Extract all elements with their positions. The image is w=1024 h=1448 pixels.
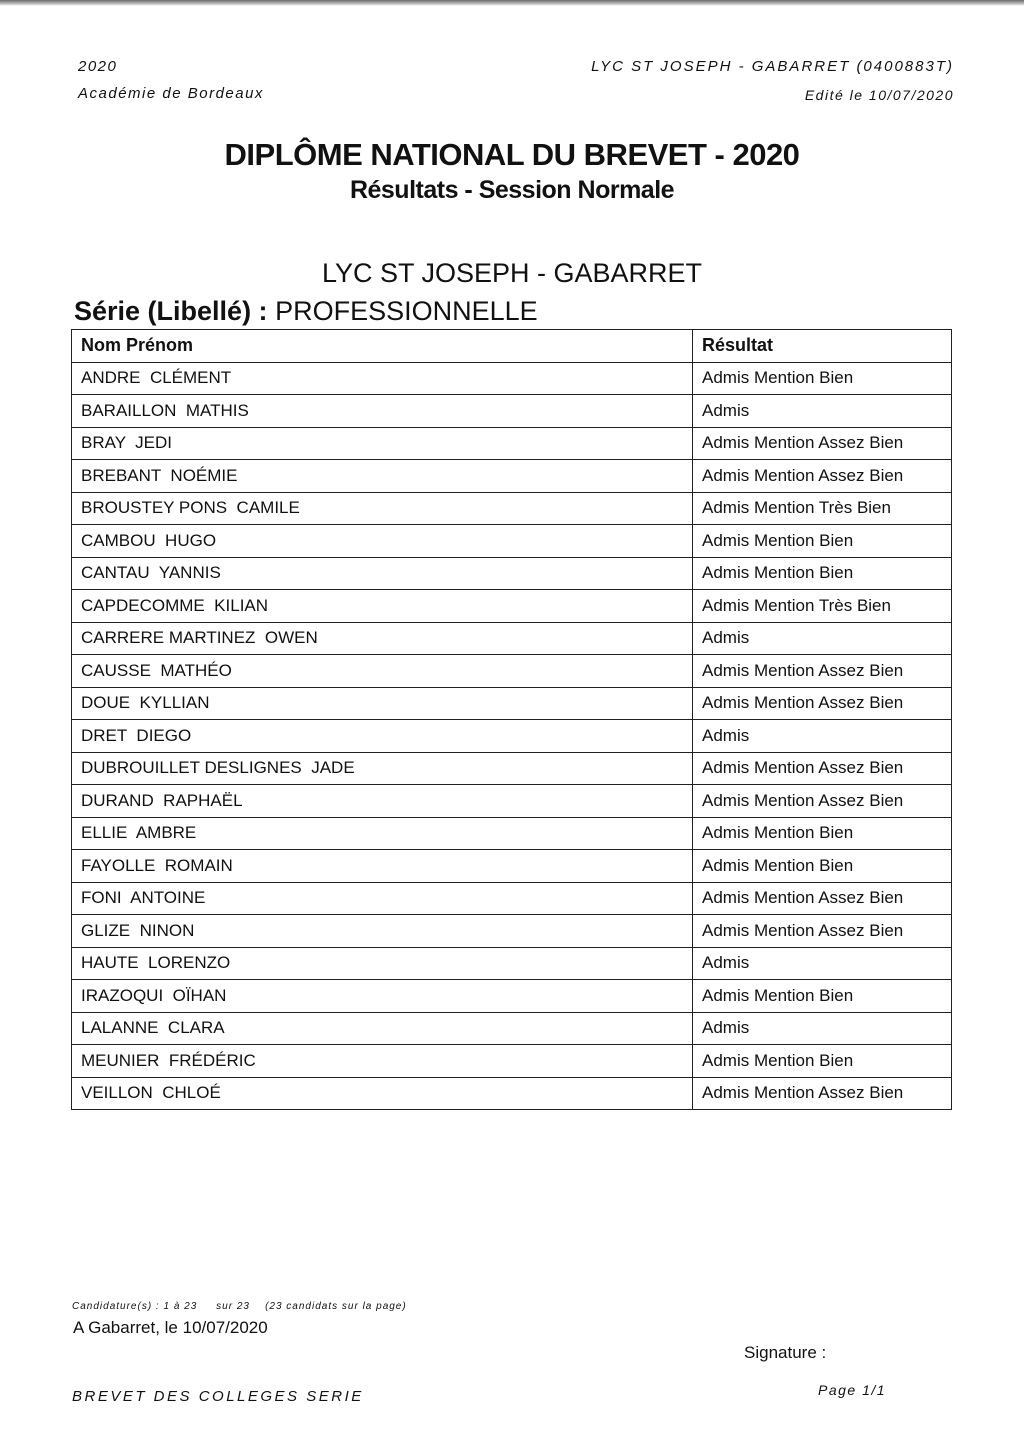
candidate-result: Admis Mention Bien: [693, 850, 952, 883]
table-row: [72, 947, 952, 980]
results-table: [71, 329, 952, 1110]
header-year: 2020: [78, 58, 118, 75]
candidate-name: CAMBOU HUGO: [72, 525, 693, 558]
candidate-result: Admis Mention Assez Bien: [693, 1077, 952, 1110]
candidate-name: CAPDECOMME KILIAN: [72, 590, 693, 623]
candidate-result: Admis Mention Bien: [693, 980, 952, 1013]
table-row: [72, 655, 952, 688]
table-row: [72, 882, 952, 915]
candidate-result: Admis: [693, 1012, 952, 1045]
candidate-result: Admis: [693, 720, 952, 753]
signature-label: Signature :: [744, 1343, 827, 1362]
table-row: [72, 427, 952, 460]
candidate-name: BARAILLON MATHIS: [72, 395, 693, 428]
candidate-name: ANDRE CLÉMENT: [72, 362, 693, 395]
candidate-name: FAYOLLE ROMAIN: [72, 850, 693, 883]
candidate-result: Admis Mention Bien: [693, 557, 952, 590]
table-row: [72, 622, 952, 655]
footer-series: BREVET DES COLLEGES SERIE: [72, 1388, 364, 1405]
candidate-name: CANTAU YANNIS: [72, 557, 693, 590]
school-name: LYC ST JOSEPH - GABARRET: [321, 258, 703, 288]
candidate-name: BRAY JEDI: [72, 427, 693, 460]
table-row: [72, 492, 952, 525]
candidate-result: Admis Mention Assez Bien: [693, 427, 952, 460]
place-date: A Gabarret, le 10/07/2020: [73, 1318, 268, 1337]
series-value: PROFESSIONNELLE: [275, 296, 538, 326]
table-row: [72, 915, 952, 948]
candidate-result: Admis Mention Assez Bien: [693, 655, 952, 688]
candidate-name: VEILLON CHLOÉ: [72, 1077, 693, 1110]
candidate-name: DOUE KYLLIAN: [72, 687, 693, 720]
table-row: [72, 752, 952, 785]
series-line: [74, 296, 538, 327]
table-row: [72, 1012, 952, 1045]
candidate-result: Admis Mention Très Bien: [693, 590, 952, 623]
candidate-name: BREBANT NOÉMIE: [72, 460, 693, 493]
candidate-name: FONI ANTOINE: [72, 882, 693, 915]
table-row: [72, 850, 952, 883]
candidate-result: Admis Mention Assez Bien: [693, 882, 952, 915]
table-row: [72, 817, 952, 850]
header-edited-date: Edité le 10/07/2020: [804, 87, 954, 103]
table-row: [72, 557, 952, 590]
page-number: Page 1/1: [818, 1382, 887, 1398]
candidate-result: Admis Mention Bien: [693, 525, 952, 558]
table-row: [72, 687, 952, 720]
page-subtitle: Résultats - Session Normale: [349, 176, 675, 204]
candidate-name: CARRERE MARTINEZ OWEN: [72, 622, 693, 655]
table-row: [72, 785, 952, 818]
candidate-name: CAUSSE MATHÉO: [72, 655, 693, 688]
table-row: [72, 395, 952, 428]
candidate-result: Admis: [693, 622, 952, 655]
candidate-name: ELLIE AMBRE: [72, 817, 693, 850]
page-title: DIPLÔME NATIONAL DU BREVET - 2020: [224, 137, 800, 172]
candidate-result: Admis Mention Assez Bien: [693, 687, 952, 720]
candidate-result: Admis Mention Bien: [693, 362, 952, 395]
header-result: Résultat: [693, 330, 952, 363]
series-label: Série (Libellé) :: [74, 296, 268, 326]
candidate-result: Admis Mention Assez Bien: [693, 460, 952, 493]
table-row: [72, 980, 952, 1013]
header-academy: Académie de Bordeaux: [78, 85, 264, 102]
candidate-name: LALANNE CLARA: [72, 1012, 693, 1045]
table-row: [72, 590, 952, 623]
scan-edge: [0, 0, 1024, 6]
candidate-result: Admis Mention Très Bien: [693, 492, 952, 525]
candidate-name: HAUTE LORENZO: [72, 947, 693, 980]
candidate-name: BROUSTEY PONS CAMILE: [72, 492, 693, 525]
candidate-result: Admis Mention Bien: [693, 1045, 952, 1078]
candidate-result: Admis Mention Bien: [693, 817, 952, 850]
candidate-name: MEUNIER FRÉDÉRIC: [72, 1045, 693, 1078]
candidate-result: Admis: [693, 947, 952, 980]
header-school-code: LYC ST JOSEPH - GABARRET (0400883T): [591, 58, 954, 75]
table-row: [72, 525, 952, 558]
table-row: [72, 1077, 952, 1110]
table-row: [72, 362, 952, 395]
candidate-result: Admis: [693, 395, 952, 428]
table-row: [72, 1045, 952, 1078]
table-header-row: [72, 330, 952, 363]
candidate-result: Admis Mention Assez Bien: [693, 915, 952, 948]
candidate-result: Admis Mention Assez Bien: [693, 785, 952, 818]
candidates-count: Candidature(s) : 1 à 23 sur 23 (23 candidats sur la page): [72, 1301, 407, 1312]
candidate-name: GLIZE NINON: [72, 915, 693, 948]
candidate-name: DURAND RAPHAËL: [72, 785, 693, 818]
candidate-result: Admis Mention Assez Bien: [693, 752, 952, 785]
header-name: Nom Prénom: [72, 330, 693, 363]
candidate-name: DRET DIEGO: [72, 720, 693, 753]
candidate-name: IRAZOQUI OÏHAN: [72, 980, 693, 1013]
table-row: [72, 720, 952, 753]
candidate-name: DUBROUILLET DESLIGNES JADE: [72, 752, 693, 785]
table-row: [72, 460, 952, 493]
